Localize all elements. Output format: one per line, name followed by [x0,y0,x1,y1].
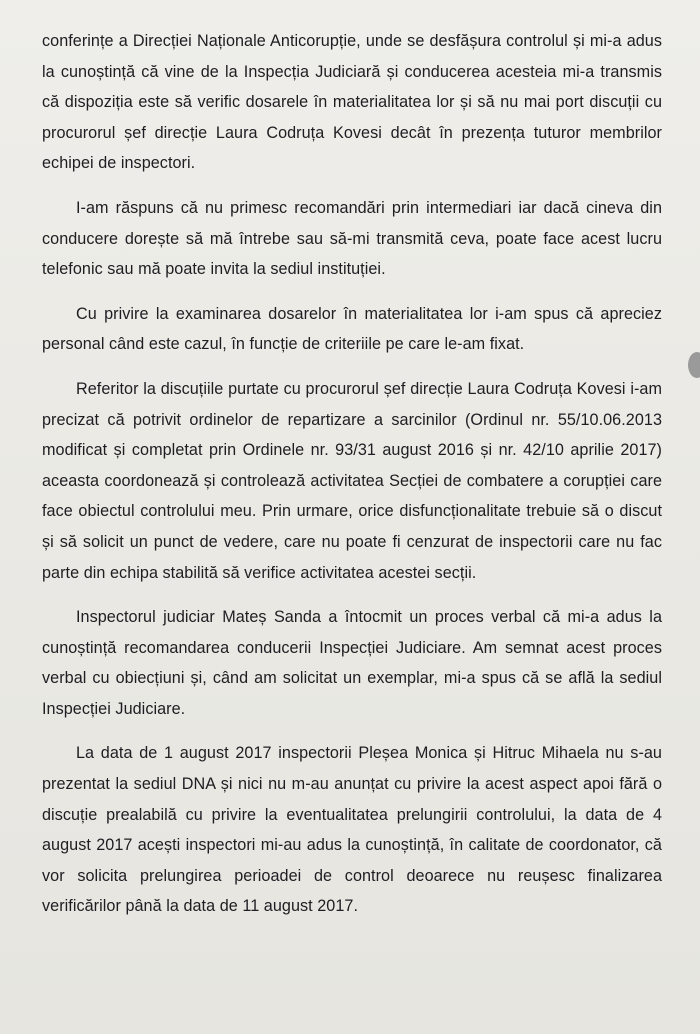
paragraph-4: Referitor la discuțiile purtate cu procurorul șef direcție Laura Codruța Kovesi i-am precizat că potrivit ordinelor de repartizare a sarcinilor (Ordinul nr. 55/10.06.2013 modificat și completat prin Ordinele nr. 93/31 august 2016 și nr. 42/10 aprilie 2017) aceasta coordonează și controlează activitatea Secției de combatere a corupției care face obiectul controlului meu. Prin urmare, orice disfuncționalitate trebuie să o discut și să solicit un punct de vedere, care nu poate fi cenzurat de inspectorii care nu fac parte din echipa stabilită să verifice activitatea acestei secții. [42,379,662,582]
paragraph-2: I-am răspuns că nu primesc recomandări prin intermediari iar dacă cineva din conducere dorește să mă întrebe sau să-mi transmită ceva, poate face acest lucru telefonic sau mă poate invita la sediul instituției. [42,198,662,279]
paragraph-1: conferințe a Direcției Naționale Anticorupție, unde se desfășura controlul și mi-a adus la cunoștință că vine de la Inspecția Judiciară și conducerea acesteia mi-a transmis că dispoziția este să verific dosarele în materialitatea lor și să nu mai port discuții cu procurorul șef direcție Laura Codruța Kovesi decât în prezența tuturor membrilor echipei de inspectori. [42,32,662,173]
paragraph-3: Cu privire la examinarea dosarelor în materialitatea lor i-am spus că apreciez personal când este cazul, în funcție de criteriile pe care le-am fixat. [42,304,662,354]
paragraph-5: Inspectorul judiciar Mateș Sanda a întocmit un proces verbal că mi-a adus la cunoștință recomandarea conducerii Inspecției Judiciare. Am semnat acest proces verbal cu obiecțiuni și, când am solicitat un exemplar, mi-a spus că se află la sediul Inspecției Judiciare. [42,608,662,718]
punch-hole [688,352,700,378]
paragraph-6: La data de 1 august 2017 inspectorii Pleșea Monica și Hitruc Mihaela nu s-au prezentat la sediul DNA și nici nu m-au anunțat cu privire la acest aspect apoi fără o discuție prealabilă cu privire la eventualitatea prelungirii controlului, la data de 4 august 2017 acești inspectori mi-au adus la cunoștință, în calitate de coordonator, că vor solicita prelungirea perioadei de control deoarece nu reușesc finalizarea verificărilor până la data de 11 august 2017. [42,744,662,916]
